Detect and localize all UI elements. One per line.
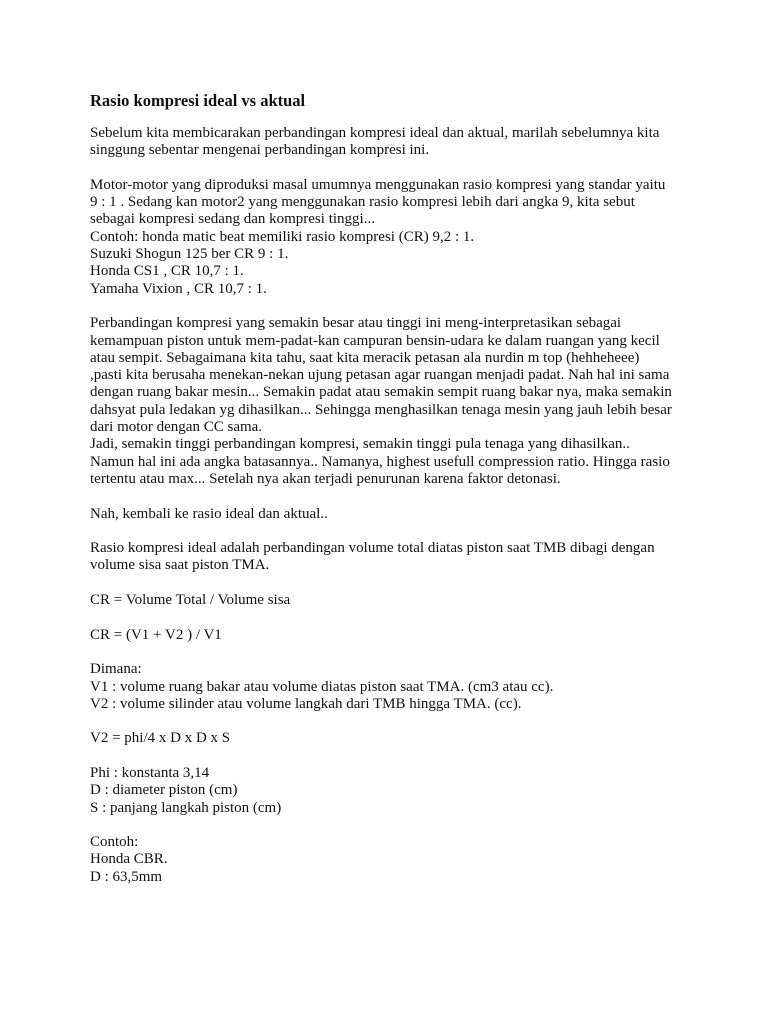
- text-line: dari motor dengan CC sama.: [90, 419, 263, 436]
- text-line: Yamaha Vixion , CR 10,7 : 1.: [90, 280, 267, 297]
- paragraph: [90, 177, 690, 298]
- text-line: kemampuan piston untuk mem-padat-kan campuran bensin-udara ke dalam ruangan yang kecil: [90, 332, 660, 349]
- paragraph-gap: [90, 609, 690, 626]
- text-line: Perbandingan kompresi yang semakin besar atau tinggi ini meng-interpretasikan sebagai: [90, 315, 622, 332]
- paragraph-gap: [90, 160, 690, 177]
- text-line: S : panjang langkah piston (cm): [90, 799, 282, 816]
- document-title: Rasio kompresi ideal vs aktual: [90, 91, 306, 110]
- text-line: D : 63,5mm: [90, 868, 163, 885]
- text-line: Phi : konstanta 3,14: [90, 764, 210, 781]
- text-line: Nah, kembali ke rasio ideal dan aktual..: [90, 505, 328, 522]
- text-line: Dimana:: [90, 661, 142, 678]
- paragraph: [90, 765, 690, 817]
- text-line: Motor-motor yang diproduksi masal umumnya menggunakan rasio kompresi yang standar yaitu: [90, 176, 666, 193]
- paragraph-gap: [90, 644, 690, 661]
- paragraph-gap: [90, 298, 690, 315]
- text-line: 9 : 1 . Sedang kan motor2 yang menggunakan rasio kompresi lebih dari angka 9, kita sebut: [90, 194, 635, 211]
- text-line: V2 = phi/4 x D x D x S: [90, 730, 231, 747]
- paragraph-gap: [90, 713, 690, 730]
- text-line: atau sempit. Sebagaimana kita tahu, saat kita meracik petasan ala nurdin m top (hehheheee): [90, 349, 640, 366]
- paragraph-gap: [90, 523, 690, 540]
- text-line: Honda CBR.: [90, 851, 168, 868]
- text-line: dahsyat pula ledakan yg dihasilkan... Sehingga menghasilkan tenaga mesin yang jauh lebih besar: [90, 401, 672, 418]
- paragraph: [90, 315, 690, 488]
- text-line: Namun hal ini ada angka batasannya.. Namanya, highest usefull compression ratio. Hingga rasio: [90, 453, 670, 470]
- text-line: singgung sebentar mengenai perbandingan kompresi ini.: [90, 142, 430, 159]
- text-line: dengan ruang bakar mesin... Semakin padat atau semakin sempit ruang bakar nya, maka semakin: [90, 384, 672, 401]
- text-line: Contoh:: [90, 834, 139, 851]
- text-line: CR = (V1 + V2 ) / V1: [90, 626, 222, 643]
- paragraph: [90, 627, 690, 644]
- paragraph-gap: [90, 817, 690, 834]
- text-line: V2 : volume silinder atau volume langkah dari TMB hingga TMA. (cc).: [90, 695, 522, 712]
- text-line: sebagai kompresi sedang dan kompresi tinggi...: [90, 211, 375, 228]
- text-line: D : diameter piston (cm): [90, 782, 238, 799]
- text-line: ,pasti kita berusaha menekan-nekan ujung petasan agar ruangan menjadi padat. Nah hal ini sama: [90, 367, 670, 384]
- document-page: [90, 91, 690, 886]
- paragraph-gap: [90, 575, 690, 592]
- text-line: Contoh: honda matic beat memiliki rasio kompresi (CR) 9,2 : 1.: [90, 228, 475, 245]
- paragraph: [90, 592, 690, 609]
- text-line: Rasio kompresi ideal adalah perbandingan volume total diatas piston saat TMB dibagi dengan: [90, 540, 655, 557]
- paragraph: [90, 730, 690, 747]
- paragraph: [90, 506, 690, 523]
- paragraph: [90, 661, 690, 713]
- paragraph: [90, 540, 690, 575]
- paragraph-gap: [90, 748, 690, 765]
- paragraph-gap: [90, 488, 690, 505]
- text-line: volume sisa saat piston TMA.: [90, 557, 270, 574]
- text-line: Sebelum kita membicarakan perbandingan kompresi ideal dan aktual, marilah sebelumnya kita: [90, 125, 660, 141]
- text-line: Honda CS1 , CR 10,7 : 1.: [90, 263, 244, 280]
- text-line: Suzuki Shogun 125 ber CR 9 : 1.: [90, 246, 289, 263]
- text-line: Jadi, semakin tinggi perbandingan kompresi, semakin tinggi pula tenaga yang dihasilkan..: [90, 436, 630, 453]
- text-line: V1 : volume ruang bakar atau volume diatas piston saat TMA. (cm3 atau cc).: [90, 678, 554, 695]
- paragraph: [90, 834, 690, 886]
- paragraph: [90, 125, 690, 160]
- text-line: tertentu atau max... Setelah nya akan terjadi penurunan karena faktor detonasi.: [90, 470, 561, 487]
- document-body: [90, 125, 690, 886]
- text-line: CR = Volume Total / Volume sisa: [90, 592, 291, 609]
